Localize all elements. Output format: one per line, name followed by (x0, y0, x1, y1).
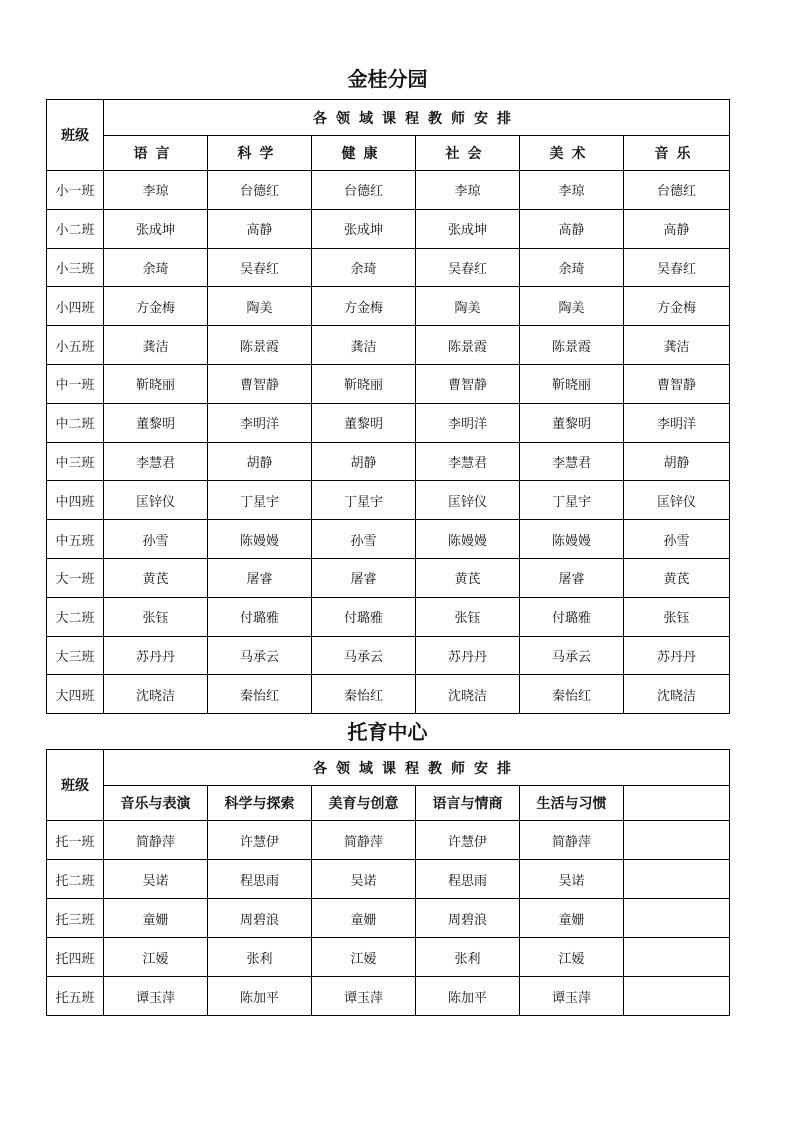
teacher-cell: 程思雨 (416, 860, 520, 899)
teacher-cell: 台德红 (624, 171, 730, 210)
teacher-cell: 龚洁 (104, 326, 208, 365)
teacher-cell: 方金梅 (624, 287, 730, 326)
teacher-cell: 陶美 (416, 287, 520, 326)
table-row (47, 597, 730, 636)
teacher-cell: 沈晓洁 (416, 675, 520, 714)
class-name-cell: 小一班 (47, 171, 104, 210)
teacher-cell (624, 938, 730, 977)
teacher-cell: 余琦 (312, 248, 416, 287)
teacher-cell: 丁星宇 (520, 481, 624, 520)
teacher-cell (624, 899, 730, 938)
section-title-jingui: 金桂分园 (347, 67, 428, 91)
table-row (47, 287, 730, 326)
teacher-cell: 沈晓洁 (624, 675, 730, 714)
teacher-cell: 李琼 (104, 171, 208, 210)
class-name-cell: 托五班 (47, 977, 104, 1016)
teacher-cell: 曹智静 (208, 364, 312, 403)
teacher-cell: 台德红 (208, 171, 312, 210)
class-name-cell: 中四班 (47, 481, 104, 520)
teacher-cell: 苏丹丹 (104, 636, 208, 675)
teacher-cell: 靳晓丽 (104, 364, 208, 403)
class-name-cell: 托四班 (47, 938, 104, 977)
teacher-cell: 童姗 (520, 899, 624, 938)
table-row (47, 977, 730, 1016)
teacher-cell: 童姗 (104, 899, 208, 938)
teacher-cell: 靳晓丽 (520, 364, 624, 403)
teacher-cell: 李琼 (416, 171, 520, 210)
class-name-cell: 小五班 (47, 326, 104, 365)
table-row (47, 442, 730, 481)
table-row (47, 821, 730, 860)
table-row (47, 520, 730, 559)
teacher-cell: 陈嫚嫚 (416, 520, 520, 559)
subject-header: 语言与情商 (416, 786, 520, 821)
subject-header: 音乐 (624, 136, 730, 171)
teacher-cell: 陈景霞 (416, 326, 520, 365)
subject-header: 美育与创意 (312, 786, 416, 821)
table-row (47, 860, 730, 899)
teacher-cell: 李慧君 (520, 442, 624, 481)
class-name-cell: 小三班 (47, 248, 104, 287)
table-row (47, 675, 730, 714)
subject-header: 健康 (312, 136, 416, 171)
teacher-cell: 匡锌仪 (624, 481, 730, 520)
teacher-cell: 高静 (208, 209, 312, 248)
class-column-header: 班级 (47, 750, 104, 821)
teacher-cell: 孙雪 (312, 520, 416, 559)
subject-header: 音乐与表演 (104, 786, 208, 821)
teacher-cell: 胡静 (312, 442, 416, 481)
teacher-cell: 许慧伊 (416, 821, 520, 860)
teacher-cell: 李慧君 (104, 442, 208, 481)
teacher-cell: 胡静 (624, 442, 730, 481)
teacher-cell: 李琼 (520, 171, 624, 210)
teacher-cell: 许慧伊 (208, 821, 312, 860)
teacher-cell: 孙雪 (104, 520, 208, 559)
teacher-cell: 屠睿 (520, 558, 624, 597)
class-column-header: 班级 (47, 100, 104, 171)
teacher-cell (624, 821, 730, 860)
teacher-cell: 丁星宇 (312, 481, 416, 520)
teacher-cell: 周碧浪 (208, 899, 312, 938)
teacher-cell: 方金梅 (104, 287, 208, 326)
teacher-cell: 吴诺 (104, 860, 208, 899)
teacher-cell: 屠睿 (208, 558, 312, 597)
teacher-cell: 张利 (208, 938, 312, 977)
teacher-cell: 胡静 (208, 442, 312, 481)
teacher-cell: 李明洋 (624, 403, 730, 442)
schedule-banner: 各领域课程教师安排 (104, 750, 730, 786)
teacher-cell: 张钰 (624, 597, 730, 636)
teacher-cell: 苏丹丹 (624, 636, 730, 675)
teacher-cell: 董黎明 (520, 403, 624, 442)
teacher-cell: 江嫒 (104, 938, 208, 977)
subject-header (624, 786, 730, 821)
teacher-cell: 高静 (624, 209, 730, 248)
teacher-cell: 李慧君 (416, 442, 520, 481)
teacher-cell: 黄芪 (624, 558, 730, 597)
table-row (47, 209, 730, 248)
teacher-cell: 马承云 (208, 636, 312, 675)
schedule-table-tuoyu (46, 749, 730, 1016)
table-row (47, 636, 730, 675)
class-name-cell: 托一班 (47, 821, 104, 860)
subject-header: 社会 (416, 136, 520, 171)
teacher-cell: 程思雨 (208, 860, 312, 899)
table-row (47, 171, 730, 210)
teacher-cell: 曹智静 (624, 364, 730, 403)
subject-header: 语言 (104, 136, 208, 171)
section-title-tuoyu: 托育中心 (347, 720, 428, 744)
class-name-cell: 大四班 (47, 675, 104, 714)
teacher-cell: 陈嫚嫚 (520, 520, 624, 559)
teacher-cell: 马承云 (312, 636, 416, 675)
class-name-cell: 中一班 (47, 364, 104, 403)
teacher-cell: 余琦 (520, 248, 624, 287)
teacher-cell: 马承云 (520, 636, 624, 675)
schedule-banner: 各领域课程教师安排 (104, 100, 730, 136)
class-name-cell: 大二班 (47, 597, 104, 636)
teacher-cell: 台德红 (312, 171, 416, 210)
teacher-cell: 付璐雅 (208, 597, 312, 636)
teacher-cell: 张成坤 (416, 209, 520, 248)
teacher-cell: 孙雪 (624, 520, 730, 559)
teacher-cell: 黄芪 (104, 558, 208, 597)
teacher-cell: 江嫒 (520, 938, 624, 977)
table-row (47, 481, 730, 520)
table-row (47, 403, 730, 442)
teacher-cell: 吴春红 (208, 248, 312, 287)
teacher-cell: 谭玉萍 (520, 977, 624, 1016)
teacher-cell: 付璐雅 (312, 597, 416, 636)
subject-header: 美术 (520, 136, 624, 171)
subject-header: 科学与探索 (208, 786, 312, 821)
class-name-cell: 小四班 (47, 287, 104, 326)
subject-header: 生活与习惯 (520, 786, 624, 821)
teacher-cell: 龚洁 (624, 326, 730, 365)
teacher-cell: 谭玉萍 (312, 977, 416, 1016)
teacher-cell: 秦怡红 (208, 675, 312, 714)
teacher-cell: 童姗 (312, 899, 416, 938)
teacher-cell: 简静萍 (104, 821, 208, 860)
teacher-cell: 陶美 (208, 287, 312, 326)
teacher-cell: 江嫒 (312, 938, 416, 977)
teacher-cell: 秦怡红 (312, 675, 416, 714)
teacher-cell: 吴诺 (312, 860, 416, 899)
teacher-cell: 秦怡红 (520, 675, 624, 714)
table-row (47, 558, 730, 597)
class-name-cell: 大一班 (47, 558, 104, 597)
class-name-cell: 托二班 (47, 860, 104, 899)
teacher-cell: 丁星宇 (208, 481, 312, 520)
teacher-cell: 余琦 (104, 248, 208, 287)
teacher-cell: 靳晓丽 (312, 364, 416, 403)
teacher-cell (624, 860, 730, 899)
class-name-cell: 托三班 (47, 899, 104, 938)
teacher-cell: 吴春红 (416, 248, 520, 287)
teacher-cell: 陶美 (520, 287, 624, 326)
table-row (47, 364, 730, 403)
teacher-cell: 吴春红 (624, 248, 730, 287)
teacher-cell: 张成坤 (104, 209, 208, 248)
schedule-table-jingui (46, 99, 730, 714)
class-name-cell: 中二班 (47, 403, 104, 442)
teacher-cell: 谭玉萍 (104, 977, 208, 1016)
teacher-cell: 陈景霞 (520, 326, 624, 365)
teacher-cell: 匡锌仪 (104, 481, 208, 520)
teacher-cell: 黄芪 (416, 558, 520, 597)
subject-header: 科学 (208, 136, 312, 171)
teacher-cell: 张利 (416, 938, 520, 977)
table-row (47, 326, 730, 365)
table-row (47, 899, 730, 938)
teacher-cell: 简静萍 (312, 821, 416, 860)
teacher-cell: 陈加平 (416, 977, 520, 1016)
teacher-cell: 陈嫚嫚 (208, 520, 312, 559)
teacher-cell: 龚洁 (312, 326, 416, 365)
teacher-cell: 张成坤 (312, 209, 416, 248)
teacher-cell: 周碧浪 (416, 899, 520, 938)
class-name-cell: 中五班 (47, 520, 104, 559)
table-row (47, 938, 730, 977)
teacher-cell: 董黎明 (104, 403, 208, 442)
teacher-cell: 吴诺 (520, 860, 624, 899)
teacher-cell: 匡锌仪 (416, 481, 520, 520)
teacher-cell: 方金梅 (312, 287, 416, 326)
teacher-cell: 董黎明 (312, 403, 416, 442)
teacher-cell: 付璐雅 (520, 597, 624, 636)
teacher-cell: 张钰 (416, 597, 520, 636)
class-name-cell: 小二班 (47, 209, 104, 248)
teacher-cell: 李明洋 (208, 403, 312, 442)
teacher-cell (624, 977, 730, 1016)
table-row (47, 248, 730, 287)
teacher-cell: 张钰 (104, 597, 208, 636)
teacher-cell: 苏丹丹 (416, 636, 520, 675)
class-name-cell: 中三班 (47, 442, 104, 481)
teacher-cell: 简静萍 (520, 821, 624, 860)
teacher-cell: 李明洋 (416, 403, 520, 442)
class-name-cell: 大三班 (47, 636, 104, 675)
teacher-cell: 陈加平 (208, 977, 312, 1016)
teacher-cell: 曹智静 (416, 364, 520, 403)
teacher-cell: 屠睿 (312, 558, 416, 597)
teacher-cell: 高静 (520, 209, 624, 248)
teacher-cell: 沈晓洁 (104, 675, 208, 714)
teacher-cell: 陈景霞 (208, 326, 312, 365)
